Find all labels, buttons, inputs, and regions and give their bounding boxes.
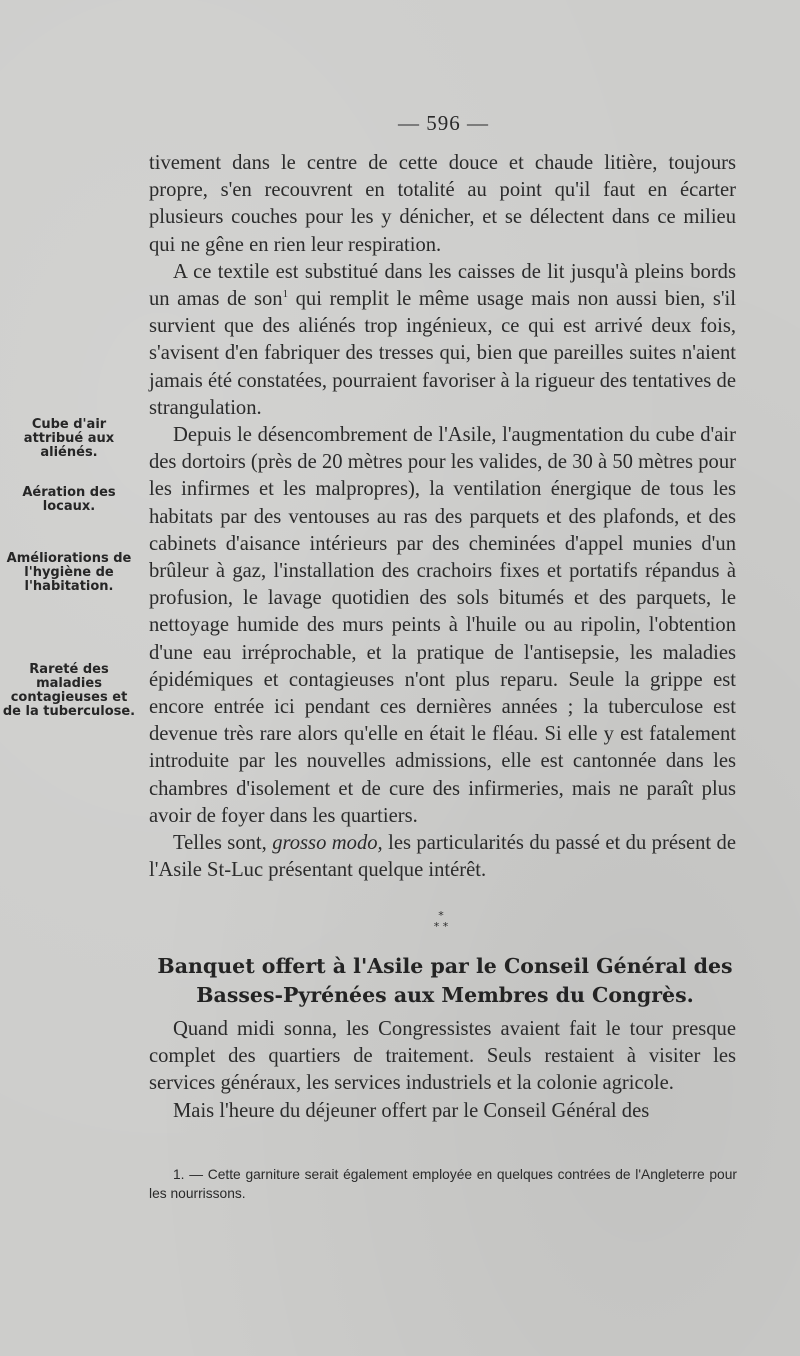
paragraph-6: Mais l'heure du déjeuner offert par le Conseil Général des — [173, 1099, 650, 1122]
margin-note-aeration: Aération des locaux. — [22, 485, 116, 514]
asterism-bottom: * * — [433, 920, 449, 933]
asterism-divider — [426, 910, 456, 932]
page-number: — 596 — — [398, 111, 489, 135]
paragraph-4-text-cont: les particularités du passé et du présent de l'Asile St-Luc présentant quelque intérêt. — [149, 832, 736, 882]
asterism-top: * — [438, 909, 444, 922]
paragraph-2 — [149, 259, 736, 422]
paragraph-5: Quand midi sonna, les Congressistes avaient fait le tour presque complet des quartiers de traitement. Seuls restaient à visiter les services généraux, les services industriels et la colonie agricole. — [149, 1018, 736, 1095]
footnote: 1. — Cette garniture serait également employée en quelques contrées de l'Angleterre pour les nourrissons. — [149, 1167, 737, 1201]
body-text-lower — [149, 1016, 736, 1125]
body-text-upper — [149, 150, 736, 884]
italic-phrase: grosso modo, — [272, 832, 383, 855]
paragraph-1: tivement dans le centre de cette douce et chaude litière, toujours propre, s'en recouvrent en totalité au point qu'il faut en écarter plusieurs couches pour les y dénicher, et se délectent dans ce milieu qui ne gêne en rien leur respiration. — [149, 152, 736, 256]
margin-note-tuberculose: Rareté des maladies contagieuses et de la tuberculose. — [2, 662, 136, 719]
paragraph-4-text: Telles sont, — [173, 832, 273, 855]
paragraph-2-text-cont: qui remplit le même usage mais non aussi bien, s'il survient que des aliénés trop ingénieux, ce qui est arrivé deux fois, s'avisent d'en fabriquer des tresses qui, bien que pareilles suites n'aient jamais été constatées, pourraient favoriser à la rigueur des tentatives de strangulation. — [149, 288, 737, 419]
paragraph-4 — [149, 830, 736, 884]
paragraph-2-text: A ce textile est substitué dans les caisses de lit jusqu'à pleins bords un amas de son — [149, 260, 736, 311]
margin-note-cube-air: Cube d'air attribué aux aliénés. — [23, 417, 115, 460]
footnote-marker: 1 — [282, 288, 289, 301]
paragraph-3: Depuis le désencombrement de l'Asile, l'augmentation du cube d'air des dortoirs (près de 20 mètres pour les valides, de 30 à 50 mètres pour les infirmes et les malpropres), la ventilation énergique de tous les habitats par des ventouses au ras des parquets et des plafonds, et des cabinets d'aisance intérieurs par des cheminées d'appel munies d'un brûleur à gaz, l'installation des crachoirs fixes et portatifs répandus à profusion, le lavage quotidien des sols bitumés et des parquets, le nettoyage humide des murs peints à l'huile ou au ripolin, l'obtention d'une eau irréprochable, et la pratique de l'antisepsie, les maladies épidémiques et contagieuses n'ont plus reparu. Seule la grippe est encore entrée ici pendant ces dernières années ; la tuberculose est devenue très rare alors qu'elle en était le fléau. Si elle y est fatalement introduite par les nouvelles admissions, elle est cantonnée dans les chambres d'isolement et de cure des infirmeries, mais ne paraît plus avoir de foyer dans les quartiers. — [149, 424, 736, 827]
margin-note-hygiene: Améliorations de l'hygiène de l'habitation. — [6, 551, 132, 594]
section-heading: Banquet offert à l'Asile par le Conseil Général des Basses-Pyrénées aux Membres du Congrès. — [157, 954, 733, 1007]
